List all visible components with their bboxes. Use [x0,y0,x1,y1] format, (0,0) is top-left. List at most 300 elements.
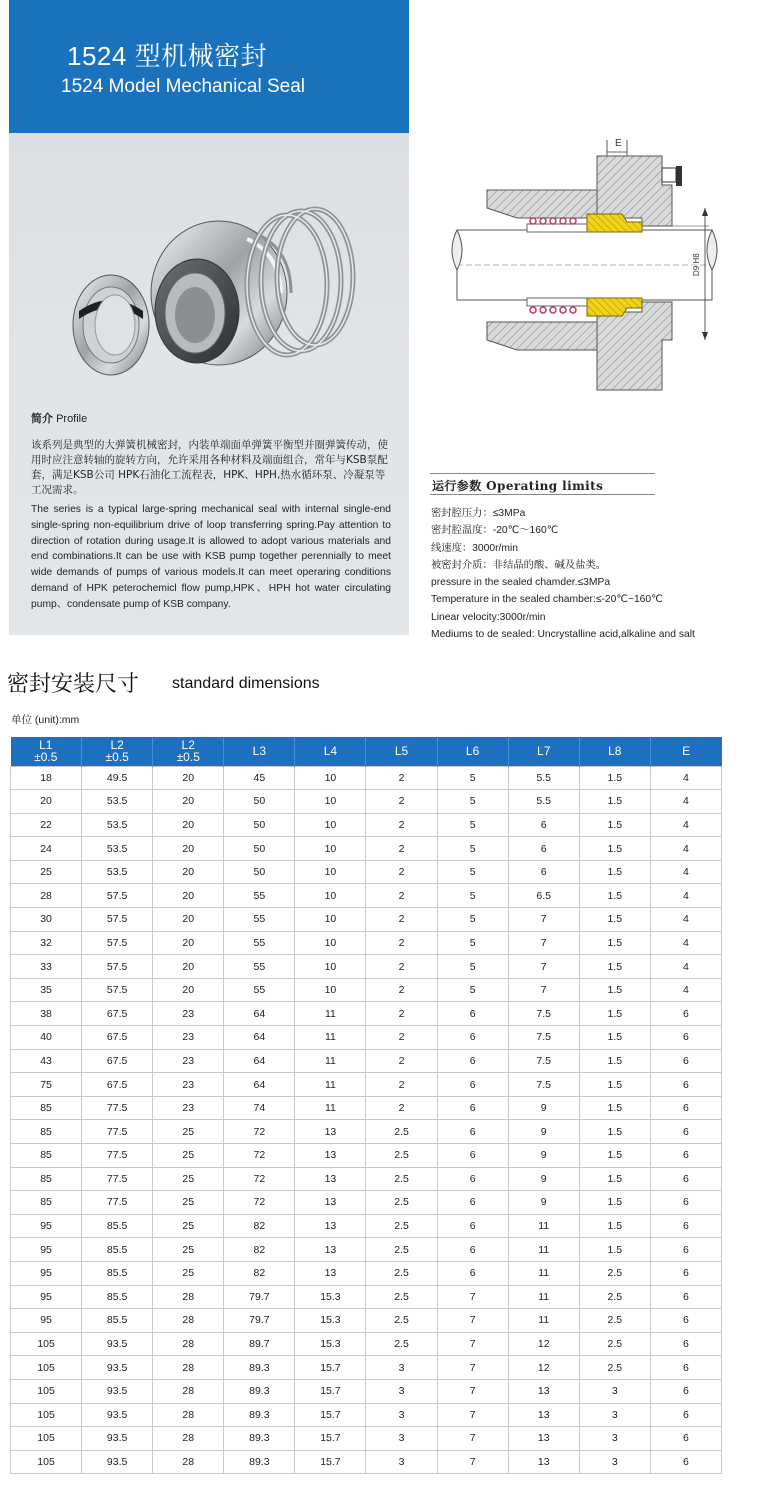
table-row [11,1144,722,1168]
table-cell: 15.3 [295,1285,366,1309]
table-cell: 72 [224,1144,295,1168]
table-row [11,1332,722,1356]
table-cell: 7 [437,1450,508,1474]
table-cell: 2 [366,1096,437,1120]
table-cell: 53.5 [82,837,153,861]
table-cell: 89.3 [224,1450,295,1474]
table-cell: 55 [224,978,295,1002]
table-cell: 53.5 [82,813,153,837]
table-cell: 4 [650,837,721,861]
table-cell: 1.5 [579,813,650,837]
table-cell: 20 [153,837,224,861]
table-cell: 89.3 [224,1379,295,1403]
table-cell: 77.5 [82,1120,153,1144]
table-cell: 1.5 [579,860,650,884]
operating-line: 线速度：3000r/min [431,542,518,554]
table-cell: 13 [508,1427,579,1451]
column-header-label: L6 [465,744,480,759]
table-cell: 5 [437,860,508,884]
table-cell: 15.7 [295,1403,366,1427]
table-cell: 6 [650,1120,721,1144]
table-cell: 55 [224,884,295,908]
table-cell: 3 [579,1427,650,1451]
table-row [11,1096,722,1120]
table-cell: 10 [295,908,366,932]
table-cell: 10 [295,955,366,979]
table-cell: 75 [11,1073,82,1097]
table-cell: 7.5 [508,1049,579,1073]
table-cell: 77.5 [82,1191,153,1215]
table-cell: 2.5 [366,1120,437,1144]
table-cell: 50 [224,837,295,861]
table-cell: 28 [153,1379,224,1403]
table-cell: 95 [11,1261,82,1285]
table-cell: 3 [579,1450,650,1474]
table-cell: 10 [295,790,366,814]
table-cell: 4 [650,813,721,837]
table-cell: 13 [508,1379,579,1403]
operating-line: 密封腔温度：-20℃～160℃ [431,525,559,537]
table-cell: 53.5 [82,790,153,814]
table-cell: 6 [437,1144,508,1168]
table-cell: 67.5 [82,1026,153,1050]
table-cell: 11 [508,1238,579,1262]
table-cell: 6 [437,1261,508,1285]
table-cell: 1.5 [579,766,650,790]
table-cell: 6 [650,1073,721,1097]
table-cell: 2.5 [366,1261,437,1285]
table-cell: 105 [11,1403,82,1427]
table-cell: 77.5 [82,1144,153,1168]
table-cell: 20 [153,790,224,814]
table-cell: 6 [650,1096,721,1120]
table-cell: 2.5 [366,1191,437,1215]
table-cell: 1.5 [579,1049,650,1073]
table-cell: 7 [508,955,579,979]
table-cell: 57.5 [82,978,153,1002]
table-cell: 11 [295,1073,366,1097]
table-cell: 10 [295,978,366,1002]
table-cell: 7.5 [508,1026,579,1050]
table-cell: 57.5 [82,908,153,932]
table-cell: 9 [508,1144,579,1168]
table-cell: 6 [650,1191,721,1215]
table-cell: 1.5 [579,1073,650,1097]
table-cell: 2.5 [579,1332,650,1356]
table-cell: 85.5 [82,1238,153,1262]
table-cell: 64 [224,1026,295,1050]
table-row [11,1214,722,1238]
table-cell: 12 [508,1332,579,1356]
table-cell: 2.5 [579,1285,650,1309]
table-cell: 105 [11,1427,82,1451]
operating-line: Mediums to de sealed: Uncrystalline acid,alkaline and salt [431,629,695,641]
table-cell: 9 [508,1167,579,1191]
table-cell: 5 [437,813,508,837]
table-cell: 1.5 [579,790,650,814]
table-row [11,955,722,979]
profile-heading-en: Profile [56,413,88,425]
table-cell: 28 [153,1403,224,1427]
table-cell: 23 [153,1049,224,1073]
table-cell: 45 [224,766,295,790]
divider [430,473,655,474]
table-cell: 55 [224,908,295,932]
table-cell: 6 [437,1073,508,1097]
table-row [11,978,722,1002]
table-cell: 85 [11,1096,82,1120]
table-cell: 6 [650,1285,721,1309]
column-header-label: L5 [394,744,409,759]
operating-limits-list [431,505,751,643]
table-cell: 2 [366,908,437,932]
profile-heading [31,410,87,426]
table-cell: 2 [366,1073,437,1097]
column-header [295,737,366,766]
table-cell: 38 [11,1002,82,1026]
profile-heading-zh: 简介 [31,413,53,425]
table-cell: 93.5 [82,1356,153,1380]
table-cell: 89.3 [224,1427,295,1451]
table-cell: 11 [508,1285,579,1309]
table-cell: 6 [650,1214,721,1238]
table-cell: 105 [11,1356,82,1380]
table-cell: 6 [508,837,579,861]
table-cell: 2 [366,978,437,1002]
table-row [11,931,722,955]
table-cell: 2.5 [366,1238,437,1262]
table-cell: 64 [224,1073,295,1097]
table-cell: 5 [437,931,508,955]
table-cell: 10 [295,860,366,884]
table-cell: 2.5 [579,1356,650,1380]
table-cell: 20 [153,931,224,955]
column-header [579,737,650,766]
table-cell: 85.5 [82,1261,153,1285]
table-cell: 85 [11,1144,82,1168]
table-row [11,1026,722,1050]
table-cell: 67.5 [82,1049,153,1073]
table-row [11,1261,722,1285]
table-cell: 3 [366,1379,437,1403]
table-cell: 5 [437,884,508,908]
table-cell: 6.5 [508,884,579,908]
table-cell: 2.5 [366,1214,437,1238]
table-cell: 35 [11,978,82,1002]
table-cell: 6 [650,1403,721,1427]
table-cell: 11 [508,1261,579,1285]
table-cell: 50 [224,790,295,814]
table-cell: 11 [295,1026,366,1050]
seal-product-photo [69,193,359,393]
table-cell: 57.5 [82,955,153,979]
profile-text-en: The series is a typical large-spring mechanical seal with internal single-end single-spring non-equilibrium drive of loop transferring spring.Pay attention to direction of rotation during usage.It is allowed to adopt various materials and end combinations.It can be use with KSB pump together perennially to meet wide demands of pumps of various models.It can meet operaring conditions demand of HPK peterochemicl flow pump,HPK、HPH hot water circulating pump、condensate pump of KSB company. [31,504,391,610]
column-header-label: L2 [110,738,124,753]
table-cell: 15.7 [295,1450,366,1474]
table-cell: 9 [508,1191,579,1215]
profile-panel [9,133,409,635]
table-cell: 23 [153,1026,224,1050]
table-cell: 6 [650,1450,721,1474]
table-cell: 25 [153,1167,224,1191]
table-cell: 93.5 [82,1427,153,1451]
table-cell: 25 [153,1261,224,1285]
table-cell: 2.5 [366,1144,437,1168]
table-cell: 64 [224,1049,295,1073]
table-cell: 79.7 [224,1285,295,1309]
table-row [11,1002,722,1026]
table-cell: 6 [437,1049,508,1073]
table-cell: 2.5 [366,1167,437,1191]
table-row [11,1379,722,1403]
title-banner [9,0,409,133]
table-cell: 5 [437,955,508,979]
table-cell: 6 [437,1096,508,1120]
table-cell: 11 [508,1214,579,1238]
table-cell: 33 [11,955,82,979]
column-header [366,737,437,766]
seal-cross-section-drawing [447,130,727,400]
table-cell: 9 [508,1096,579,1120]
table-cell: 7 [437,1332,508,1356]
table-cell: 105 [11,1379,82,1403]
table-cell: 85 [11,1120,82,1144]
table-cell: 12 [508,1356,579,1380]
table-cell: 22 [11,813,82,837]
table-cell: 13 [295,1238,366,1262]
table-cell: 6 [650,1026,721,1050]
table-cell: 7 [508,978,579,1002]
table-cell: 28 [153,1450,224,1474]
column-header-label: L3 [252,744,266,759]
table-cell: 40 [11,1026,82,1050]
table-cell: 24 [11,837,82,861]
table-cell: 9 [508,1120,579,1144]
table-cell: 6 [650,1144,721,1168]
table-cell: 1.5 [579,1120,650,1144]
table-cell: 82 [224,1261,295,1285]
table-row [11,1073,722,1097]
table-cell: 5 [437,837,508,861]
table-row [11,1309,722,1333]
table-cell: 6 [650,1332,721,1356]
table-cell: 6 [508,813,579,837]
column-header-label: L1 [39,738,53,753]
table-cell: 7 [437,1285,508,1309]
table-row [11,1191,722,1215]
table-cell: 2 [366,837,437,861]
table-cell: 82 [224,1214,295,1238]
table-cell: 93.5 [82,1403,153,1427]
table-cell: 72 [224,1120,295,1144]
table-cell: 6 [437,1167,508,1191]
table-row [11,1356,722,1380]
table-cell: 5.5 [508,790,579,814]
operating-line: Linear velocity:3000r/min [431,611,546,623]
table-cell: 2 [366,813,437,837]
table-cell: 3 [366,1427,437,1451]
column-header-label: E [682,744,691,759]
table-cell: 6 [650,1309,721,1333]
table-cell: 7 [508,931,579,955]
table-cell: 43 [11,1049,82,1073]
table-cell: 5.5 [508,766,579,790]
table-cell: 2.5 [366,1285,437,1309]
table-cell: 15.7 [295,1427,366,1451]
table-cell: 1.5 [579,1096,650,1120]
table-cell: 67.5 [82,1073,153,1097]
table-cell: 67.5 [82,1002,153,1026]
column-header [224,737,295,766]
table-cell: 85.5 [82,1285,153,1309]
column-header [82,737,153,766]
table-cell: 1.5 [579,908,650,932]
table-cell: 72 [224,1191,295,1215]
table-cell: 74 [224,1096,295,1120]
table-cell: 72 [224,1167,295,1191]
table-cell: 2 [366,1049,437,1073]
table-cell: 95 [11,1214,82,1238]
table-cell: 77.5 [82,1096,153,1120]
table-cell: 57.5 [82,884,153,908]
table-row [11,1427,722,1451]
table-cell: 3 [579,1379,650,1403]
operating-line: Temperature in the sealed chamber:≤-20℃~160℃ [431,594,663,606]
table-cell: 95 [11,1238,82,1262]
table-cell: 20 [153,884,224,908]
table-cell: 82 [224,1238,295,1262]
table-cell: 3 [366,1403,437,1427]
table-cell: 6 [508,860,579,884]
table-cell: 10 [295,813,366,837]
table-cell: 7 [437,1309,508,1333]
table-cell: 93.5 [82,1379,153,1403]
table-cell: 20 [153,955,224,979]
table-cell: 79.7 [224,1309,295,1333]
table-cell: 20 [153,908,224,932]
table-row [11,860,722,884]
table-cell: 93.5 [82,1450,153,1474]
table-cell: 89.7 [224,1332,295,1356]
table-cell: 15.3 [295,1309,366,1333]
table-row [11,1450,722,1474]
table-row [11,766,722,790]
profile-text-zh: 该系列是典型的大弹簧机械密封，内装单端面单弹簧平衡型并圈弹簧传动，使用时应注意转轴的旋转方向，允许采用各种材料及端面组合，常年与KSB泵配套，满足KSB公司 HPK石油化工流程表，HPK、HPH,热水循环泵、冷凝泵等工况需求。 [31,439,388,496]
table-cell: 2.5 [366,1309,437,1333]
table-row [11,1049,722,1073]
table-cell: 28 [153,1309,224,1333]
table-cell: 28 [153,1332,224,1356]
table-cell: 15.7 [295,1379,366,1403]
table-cell: 89.3 [224,1356,295,1380]
column-header-label: L8 [608,744,622,759]
table-cell: 13 [295,1120,366,1144]
product-title-zh: 1524 型机械密封 [67,41,268,71]
table-cell: 95 [11,1309,82,1333]
table-cell: 11 [295,1049,366,1073]
table-cell: 4 [650,766,721,790]
table-cell: 10 [295,931,366,955]
table-cell: 50 [224,813,295,837]
table-row [11,1403,722,1427]
table-cell: 13 [295,1261,366,1285]
table-cell: 2 [366,1026,437,1050]
table-cell: 1.5 [579,1191,650,1215]
table-cell: 1.5 [579,884,650,908]
table-cell: 105 [11,1450,82,1474]
table-cell: 13 [295,1167,366,1191]
table-cell: 18 [11,766,82,790]
column-header [153,737,224,766]
table-row [11,1167,722,1191]
table-cell: 30 [11,908,82,932]
table-cell: 89.3 [224,1403,295,1427]
table-cell: 28 [153,1356,224,1380]
table-cell: 6 [650,1261,721,1285]
table-row [11,884,722,908]
table-cell: 7 [508,908,579,932]
table-cell: 6 [650,1356,721,1380]
table-cell: 2 [366,766,437,790]
table-cell: 3 [366,1450,437,1474]
dimensions-table [10,737,722,1474]
table-cell: 25 [11,860,82,884]
column-header [508,737,579,766]
table-cell: 7.5 [508,1073,579,1097]
table-cell: 1.5 [579,1002,650,1026]
table-cell: 85 [11,1167,82,1191]
table-cell: 28 [153,1427,224,1451]
table-cell: 20 [153,978,224,1002]
table-cell: 55 [224,931,295,955]
operating-line: pressure in the sealed chamder.≤3MPa [431,577,611,589]
table-cell: 50 [224,860,295,884]
table-row [11,908,722,932]
table-cell: 6 [437,1002,508,1026]
table-cell: 23 [153,1002,224,1026]
table-cell: 32 [11,931,82,955]
table-cell: 7 [437,1356,508,1380]
table-cell: 6 [650,1002,721,1026]
table-cell: 23 [153,1096,224,1120]
table-cell: 85 [11,1191,82,1215]
table-row [11,1120,722,1144]
table-cell: 6 [650,1379,721,1403]
table-cell: 10 [295,837,366,861]
table-cell: 85.5 [82,1214,153,1238]
table-cell: 1.5 [579,1167,650,1191]
table-cell: 2.5 [366,1332,437,1356]
table-cell: 2 [366,955,437,979]
table-cell: 13 [295,1214,366,1238]
product-title-en: 1524 Model Mechanical Seal [61,76,305,97]
dimensions-title-zh: 密封安装尺寸 [7,672,140,697]
table-cell: 1.5 [579,1144,650,1168]
table-cell: 25 [153,1191,224,1215]
table-cell: 11 [295,1002,366,1026]
dimensions-title-en: standard dimensions [172,675,320,692]
table-cell: 20 [153,813,224,837]
table-cell: 4 [650,884,721,908]
table-cell: 2 [366,790,437,814]
column-header [11,737,82,766]
table-body [11,766,722,1474]
table-cell: 53.5 [82,860,153,884]
unit-label: 单位 (unit):mm [11,714,80,726]
table-cell: 4 [650,978,721,1002]
drawing-label-e: E [615,138,622,149]
table-cell: 1.5 [579,931,650,955]
